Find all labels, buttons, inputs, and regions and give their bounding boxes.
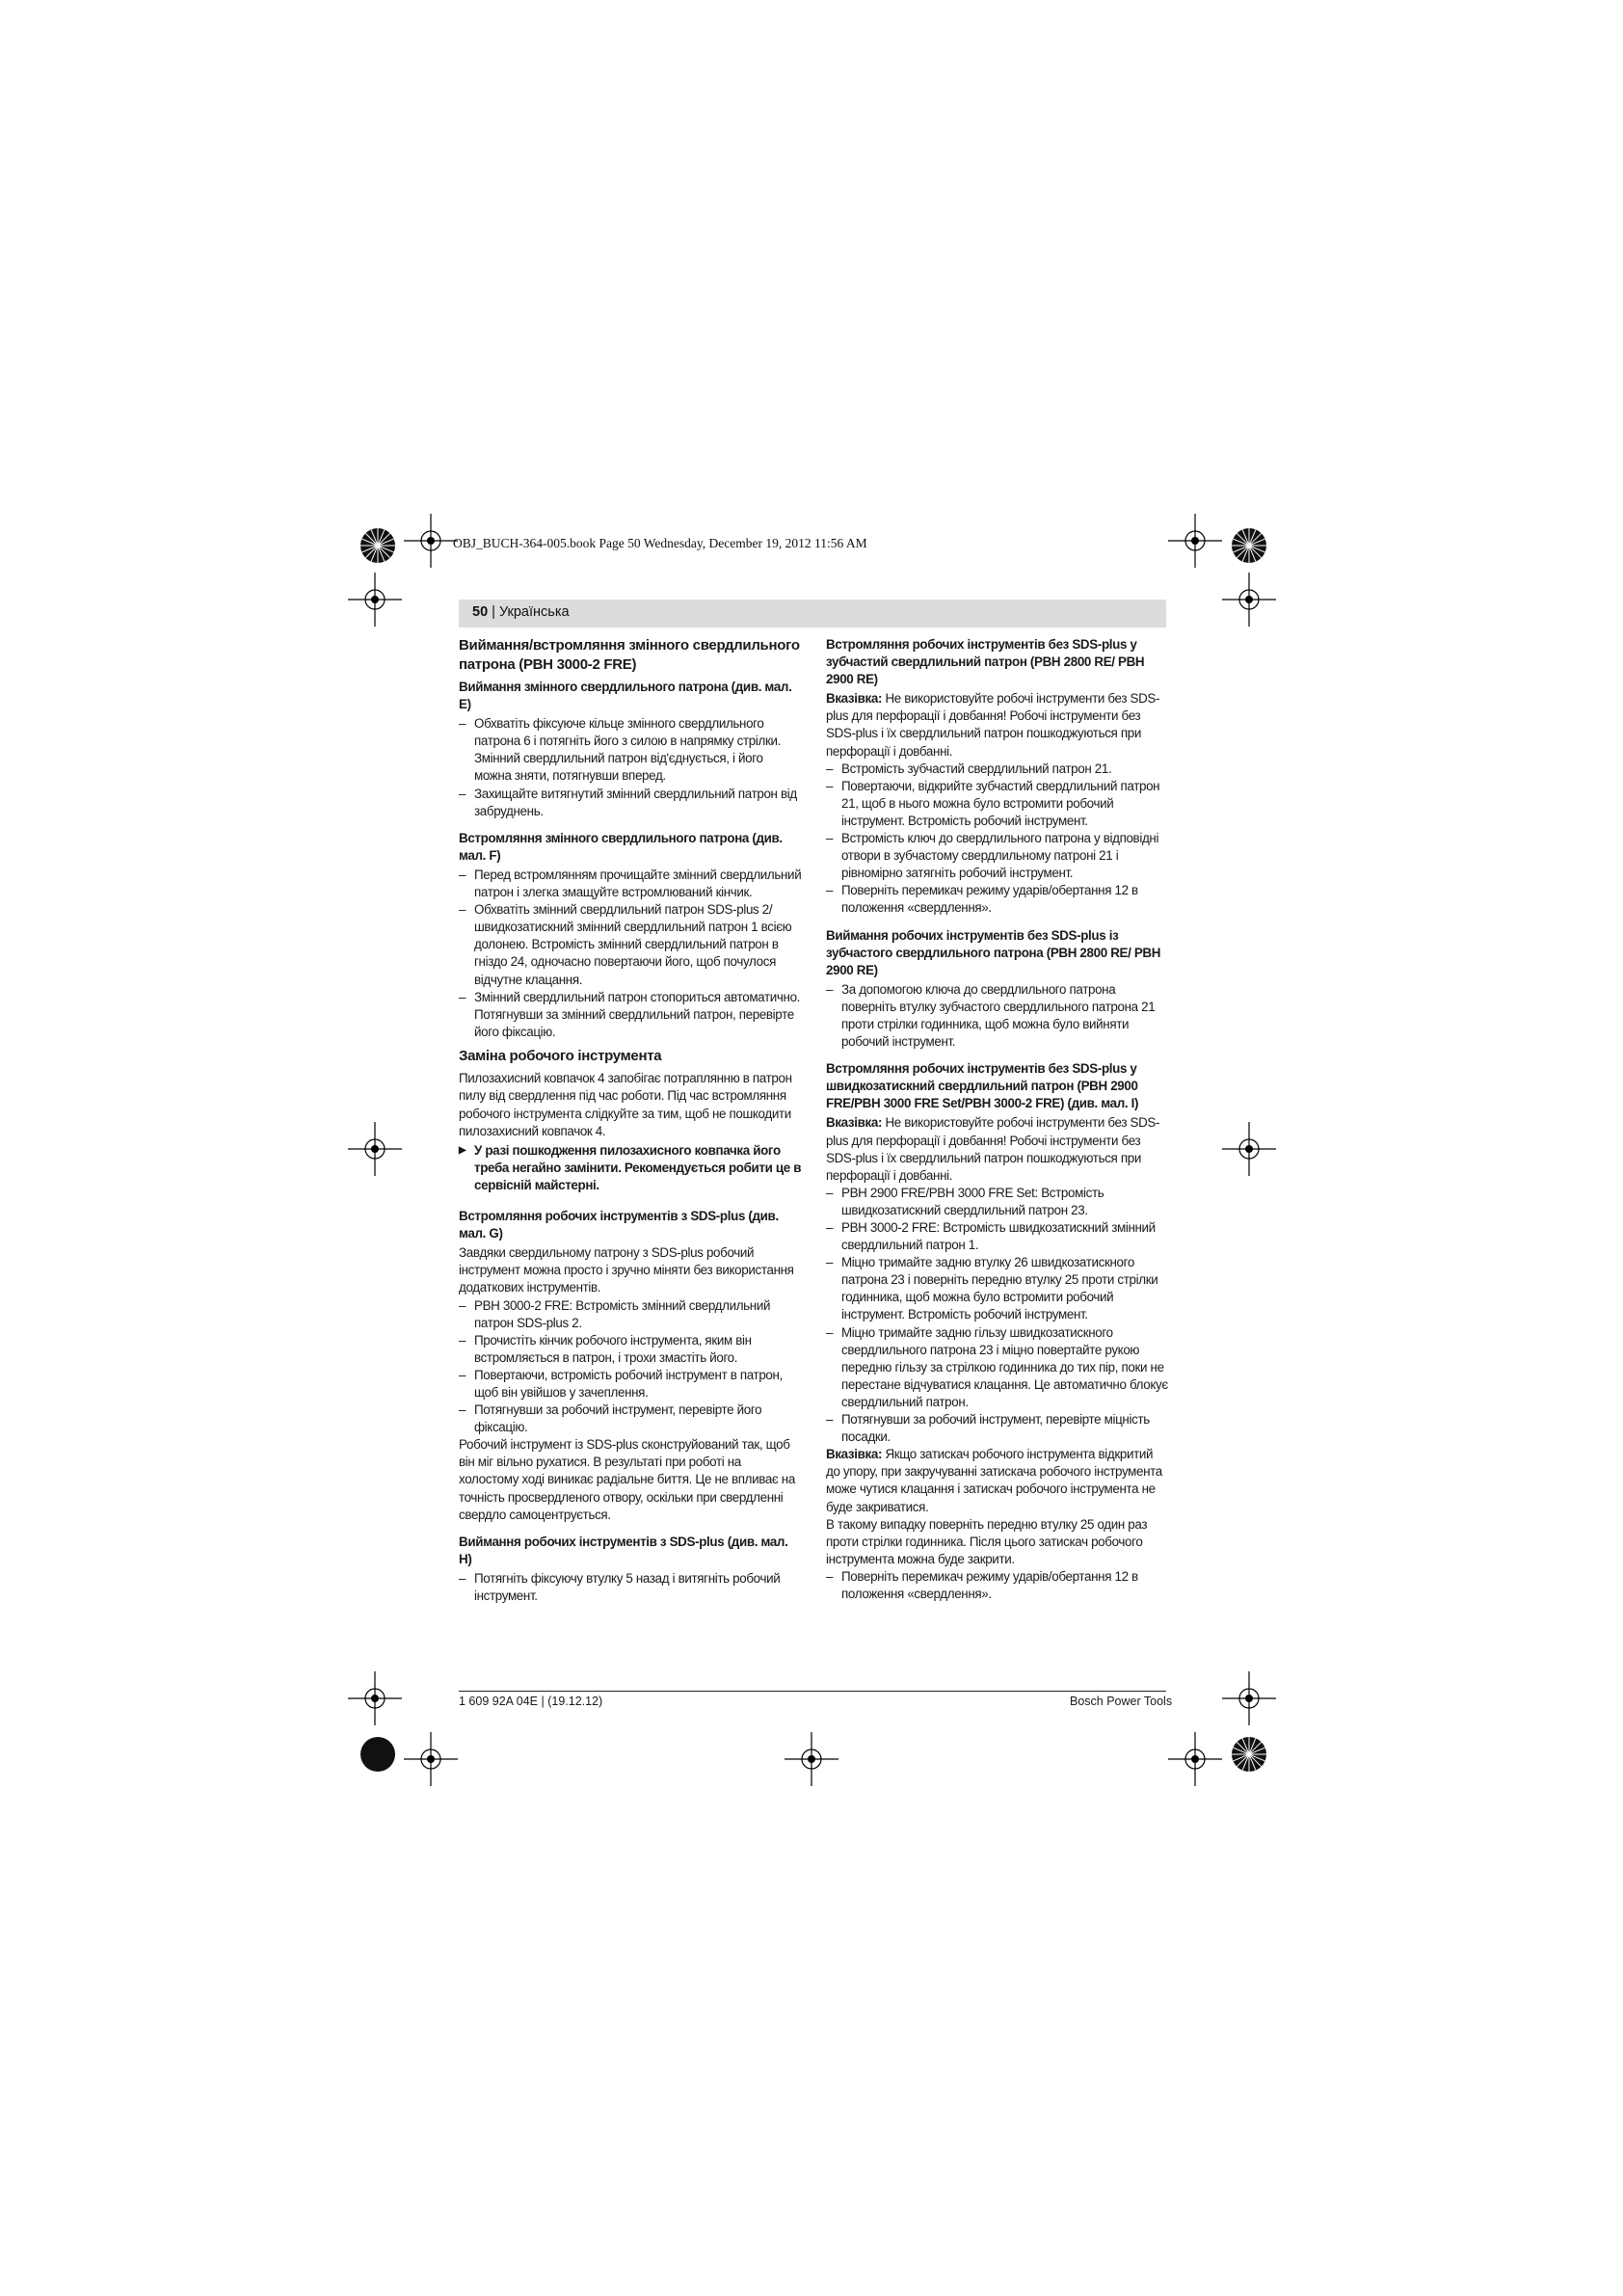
paragraph: Пилозахисний ковпачок 4 запобігає потраплянню в патрон пилу від свердлення під час роботи. Під час встромляння робочого інструмента слідкуйте за тим, щоб не пошкодити пилозахисний ковпачок 4. (459, 1071, 792, 1138)
list-item: – Поверніть перемикач режиму ударів/обертання 12 в положення «свердлення». (826, 882, 1169, 917)
header-language: Українська (498, 604, 570, 620)
list-item: – Встромість ключ до свердлильного патрона у відповідні отвори в зубчастому свердлильному патроні 21 і рівномірно затягніть робочий інструмент. (826, 830, 1169, 882)
list-item: – Встромість зубчастий свердлильний патрон 21. (826, 761, 1169, 778)
list-item: – Захищайте витягнутий змінний свердлильний патрон від забруднень. (459, 786, 802, 820)
list-item: – За допомогою ключа до свердлильного патрона поверніть втулку зубчастого свердлильного патрона 21 проти стрілки годинника, щоб можна було вийняти робочий інструмент. (826, 981, 1169, 1051)
page-header (472, 604, 570, 620)
note-text: Якщо затискач робочого інструмента відкритий до упору, при закручуванні затискача робочого інструмента може чутися клацання і затискач робочого інструмента не буде закриватися. (826, 1447, 1162, 1514)
subsection-title: Виймання робочих інструментів без SDS-plus із зубчастого свердлильного патрона (PBH 2800 RE/ PBH 2900 RE) (826, 927, 1161, 977)
list-item: – PBH 3000-2 FRE: Встромість швидкозатискний змінний свердлильний патрон 1. (826, 1219, 1169, 1254)
list-item: – PBH 2900 FRE/PBH 3000 FRE Set: Встромість швидкозатискний свердлильний патрон 23. (826, 1185, 1169, 1219)
footer-rule (459, 1691, 1166, 1692)
note-text: Не використовуйте робочі інструменти без SDS-plus для перфорації і довбання! Робочі інструменти без SDS-plus і їх свердлильний патрон пошкоджуються при перфорації і довбанні. (826, 1115, 1160, 1183)
footer-brand: Bosch Power Tools (1070, 1695, 1173, 1708)
page-number: 50 (472, 604, 489, 620)
list-item: – Потягніть фіксуючу втулку 5 назад і витягніть робочий інструмент. (459, 1570, 802, 1605)
paragraph: В такому випадку поверніть передню втулку 25 один раз проти стрілки годинника. Після цього затискач робочого інструмента можна буде закрити. (826, 1516, 1148, 1566)
subsection-title: Виймання змінного свердлильного патрона (див. мал. E) (459, 680, 792, 712)
note-text: Не використовуйте робочі інструменти без SDS-plus для перфорації і довбання! Робочі інструменти без SDS-plus і їх свердлильний патрон пошкоджуються при перфорації і довбанні. (826, 691, 1160, 759)
paragraph: Завдяки свердильному патрону з SDS-plus робочий інструмент можна просто і зручно міняти без використання додаткових інструментів. (459, 1245, 794, 1295)
list-item: – Перед встромлянням прочищайте змінний свердлильний патрон і злегка змащуйте встромлюваний кінчик. (459, 867, 802, 901)
subsection-title: Встромляння робочих інструментів без SDS-plus у швидкозатискний свердлильний патрон (PBH 2900 FRE/PBH 3000 FRE Set/PBH 3000-2 FRE) (див. мал. I) (826, 1061, 1139, 1111)
subsection-title: Встромляння змінного свердлильного патрона (див. мал. F) (459, 830, 783, 863)
list-item: – Повертаючи, встромість робочий інструмент в патрон, щоб він увійшов у зачеплення. (459, 1367, 802, 1402)
list-item: – Прочистіть кінчик робочого інструмента, яким він встромляється в патрон, і трохи змастіть його. (459, 1332, 802, 1367)
list-item: – Потягнувши за робочий інструмент, перевірте його фіксацію. (459, 1402, 802, 1436)
section-title: Заміна робочого інструмента (459, 1047, 662, 1064)
list-item: – PBH 3000-2 FRE: Встромість змінний свердлильний патрон SDS-plus 2. (459, 1297, 802, 1332)
subsection-title: Встромляння робочих інструментів з SDS-plus (див. мал. G) (459, 1209, 779, 1241)
subsection-title: Встромляння робочих інструментів без SDS-plus у зубчастий свердлильний патрон (PBH 2800 RE/ PBH 2900 RE) (826, 637, 1145, 687)
note (826, 690, 1169, 760)
note-label: Вказівка: (826, 691, 883, 707)
note (826, 1446, 1169, 1515)
paragraph: Робочий інструмент із SDS-plus сконструйований так, щоб він міг вільно рухатися. В результаті при роботі на холостому ході виникає радіальне биття. Це не впливає на точність просвердленого отвору, оскільки при свердленні свердло самоцентрується. (459, 1437, 795, 1522)
list-item: – Міцно тримайте задню гільзу швидкозатискного свердлильного патрона 23 і міцно повертайте рукою передню гільзу за стрілкою годинника до тих пір, поки не перестане відчуватися клацання. Це автоматично блокує свердлильний патрон. (826, 1324, 1169, 1411)
warning-note: ▶ У разі пошкодження пилозахисного ковпачка його треба негайно замінити. Рекомендується робити це в сервісній майстерні. (459, 1142, 802, 1194)
header-separator: | (488, 604, 499, 620)
note-label: Вказівка: (826, 1447, 883, 1462)
left-column (459, 636, 802, 1605)
list-item: – Обхватіть змінний свердлильний патрон SDS-plus 2/швидкозатискний змінний свердлильний патрон 1 всією долонею. Встромість змінний свердлильний патрон в гніздо 24, одночасно повертаючи його, щоб почулося відчутне клацання. (459, 901, 802, 988)
list-item: – Міцно тримайте задню втулку 26 швидкозатискного патрона 23 і поверніть передню втулку 25 проти стрілки годинника, щоб можна було встромити робочий інструмент. Встромість робочий інструмент. (826, 1254, 1169, 1323)
right-column (826, 636, 1169, 1603)
section-title: Виймання/встромляння змінного свердлильного патрона (PBH 3000-2 FRE) (459, 637, 800, 673)
list-item: – Обхватіть фіксуюче кільце змінного свердлильного патрона 6 і потягніть його з силою в напрямку стрілки. Змінний свердлильний патрон від'єднується, і його можна зняти, потягнувши вперед. (459, 715, 802, 785)
note (826, 1114, 1169, 1184)
list-item: – Повертаючи, відкрийте зубчастий свердлильний патрон 21, щоб в нього можна було встромити робочий інструмент. Встромість робочий інструмент. (826, 778, 1169, 830)
list-item: – Потягнувши за робочий інструмент, перевірте міцність посадки. (826, 1411, 1169, 1446)
print-slug: OBJ_BUCH-364-005.book Page 50 Wednesday, December 19, 2012 11:56 AM (453, 536, 867, 550)
subsection-title: Виймання робочих інструментів з SDS-plus (див. мал. H) (459, 1534, 788, 1566)
footer-doc-number: 1 609 92A 04E | (19.12.12) (459, 1695, 603, 1708)
list-item: – Змінний свердлильний патрон стопориться автоматично. Потягнувши за змінний свердлильний патрон, перевірте його фіксацію. (459, 989, 802, 1041)
list-item: – Поверніть перемикач режиму ударів/обертання 12 в положення «свердлення». (826, 1568, 1169, 1603)
note-label: Вказівка: (826, 1115, 883, 1131)
